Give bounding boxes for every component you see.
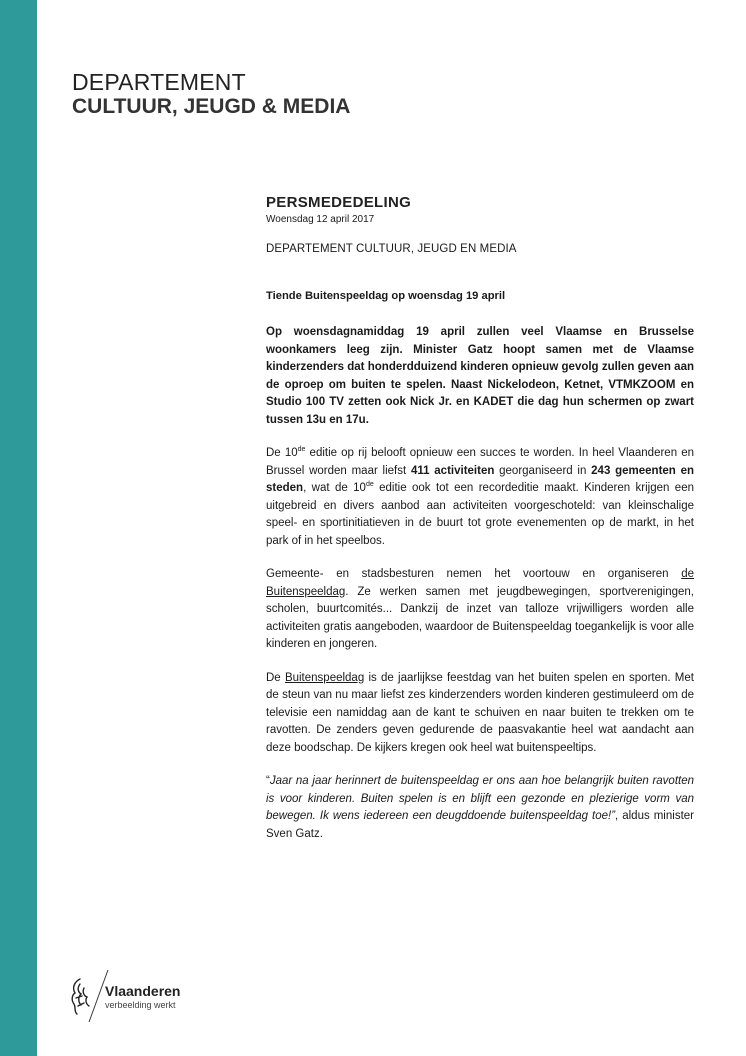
vlaanderen-logo xyxy=(68,970,180,1022)
press-release-body xyxy=(266,194,694,843)
page-title: PERSMEDEDELING xyxy=(266,194,412,211)
department-name: CULTUUR, JEUGD & MEDIA xyxy=(72,95,351,118)
logo-tagline: verbeelding werkt xyxy=(105,999,176,1010)
department-header xyxy=(72,70,350,120)
quote-text: Jaar na jaar herinnert de buitenspeeldag er ons aan hoe belangrijk buiten ravotten is voor kinderen. Buiten spelen is en blijft een gezonde en plezierige vorm van bewegen. Ik wens iedereen een deugddoende buitenspeeldag toe!” xyxy=(266,775,694,822)
text-span: Gemeente- en stadsbesturen nemen het voortouw en organiseren xyxy=(266,568,682,580)
superscript: de xyxy=(297,446,306,454)
paragraph-feestdag xyxy=(266,670,694,758)
text-span: . Ze werken samen met jeugdbewegingen, sportverenigingen, scholen, buurtcomités... Dankzij de inzet van talloze vrijwilligers worden alle activiteiten gratis aangeboden, waardoor de Buitenspeeldag toegankelijk is voor alle kinderen en jongeren. xyxy=(266,585,694,650)
activity-count: 411 activiteiten xyxy=(410,464,495,477)
text-span: is de jaarlijkse feestdag van het buiten spelen en sporten. Met de steun van nu maar liefst zes kinderzenders worden kinderen gestimuleerd om de televisie een namiddag aan de kant te schuiven en naar buiten te trekken om te ravotten. De zenders geven gedurende de paasvakantie heel wat aandacht aan deze boodschap. De kijkers kregen ook heel wat buitenspeeltips. xyxy=(266,671,694,754)
text-span: , wat de 10 xyxy=(303,482,366,494)
paragraph-edition xyxy=(266,445,694,550)
quote-attribution: , aldus minister Sven Gatz. xyxy=(266,810,694,840)
logo-wordmark xyxy=(105,983,180,1010)
release-date: Woensdag 12 april 2017 xyxy=(266,214,375,225)
superscript: de xyxy=(365,481,374,489)
minister-quote xyxy=(266,773,694,843)
quote-mark: “ xyxy=(266,775,270,787)
text-span: De xyxy=(266,671,285,684)
lead-paragraph: Op woensdagnamiddag 19 april zullen veel Vlaamse en Brusselse woonkamers leeg zijn. Minister Gatz hoopt samen met de Vlaamse kinderzenders dat honderdduizend kinderen opnieuw gevolg zullen geven aan de oproep om buiten te spelen. Naast Nickelodeon, Ketnet, VTMKZOOM en Studio 100 TV zetten ook Nick Jr. en KADET die dag hun schermen op zwart tussen 13u en 17u. xyxy=(266,326,694,426)
logo-name: Vlaanderen xyxy=(105,982,181,999)
municipality-count: 243 gemeenten en steden xyxy=(266,464,695,494)
buitenspeeldag-link[interactable]: Buitenspeeldag xyxy=(284,671,365,684)
buitenspeeldag-link[interactable]: de Buitenspeeldag xyxy=(266,568,694,598)
text-span: editie ook tot een recordeditie maakt. Kinderen krijgen een uitgebreid en divers aanbod aan activiteiten voorgeschoteld: van kleinschalige speel- en sportinitiatieven in de buurt tot grote evenementen op de markt, in het park of in het speelbos. xyxy=(266,482,694,547)
brand-stripe xyxy=(0,0,37,1056)
flemish-lion-icon xyxy=(68,976,94,1016)
text-span: editie op rij belooft opnieuw een succes te worden. In heel Vlaanderen en Brussel worden maar liefst xyxy=(266,447,695,477)
department-subheader: DEPARTEMENT CULTUUR, JEUGD EN MEDIA xyxy=(266,243,517,255)
paragraph-organisation xyxy=(266,566,694,654)
text-span: georganiseerd in xyxy=(494,464,592,477)
text-span: De 10 xyxy=(266,447,298,459)
department-label: DEPARTEMENT xyxy=(72,69,246,95)
headline: Tiende Buitenspeeldag op woensdag 19 april xyxy=(266,290,506,302)
